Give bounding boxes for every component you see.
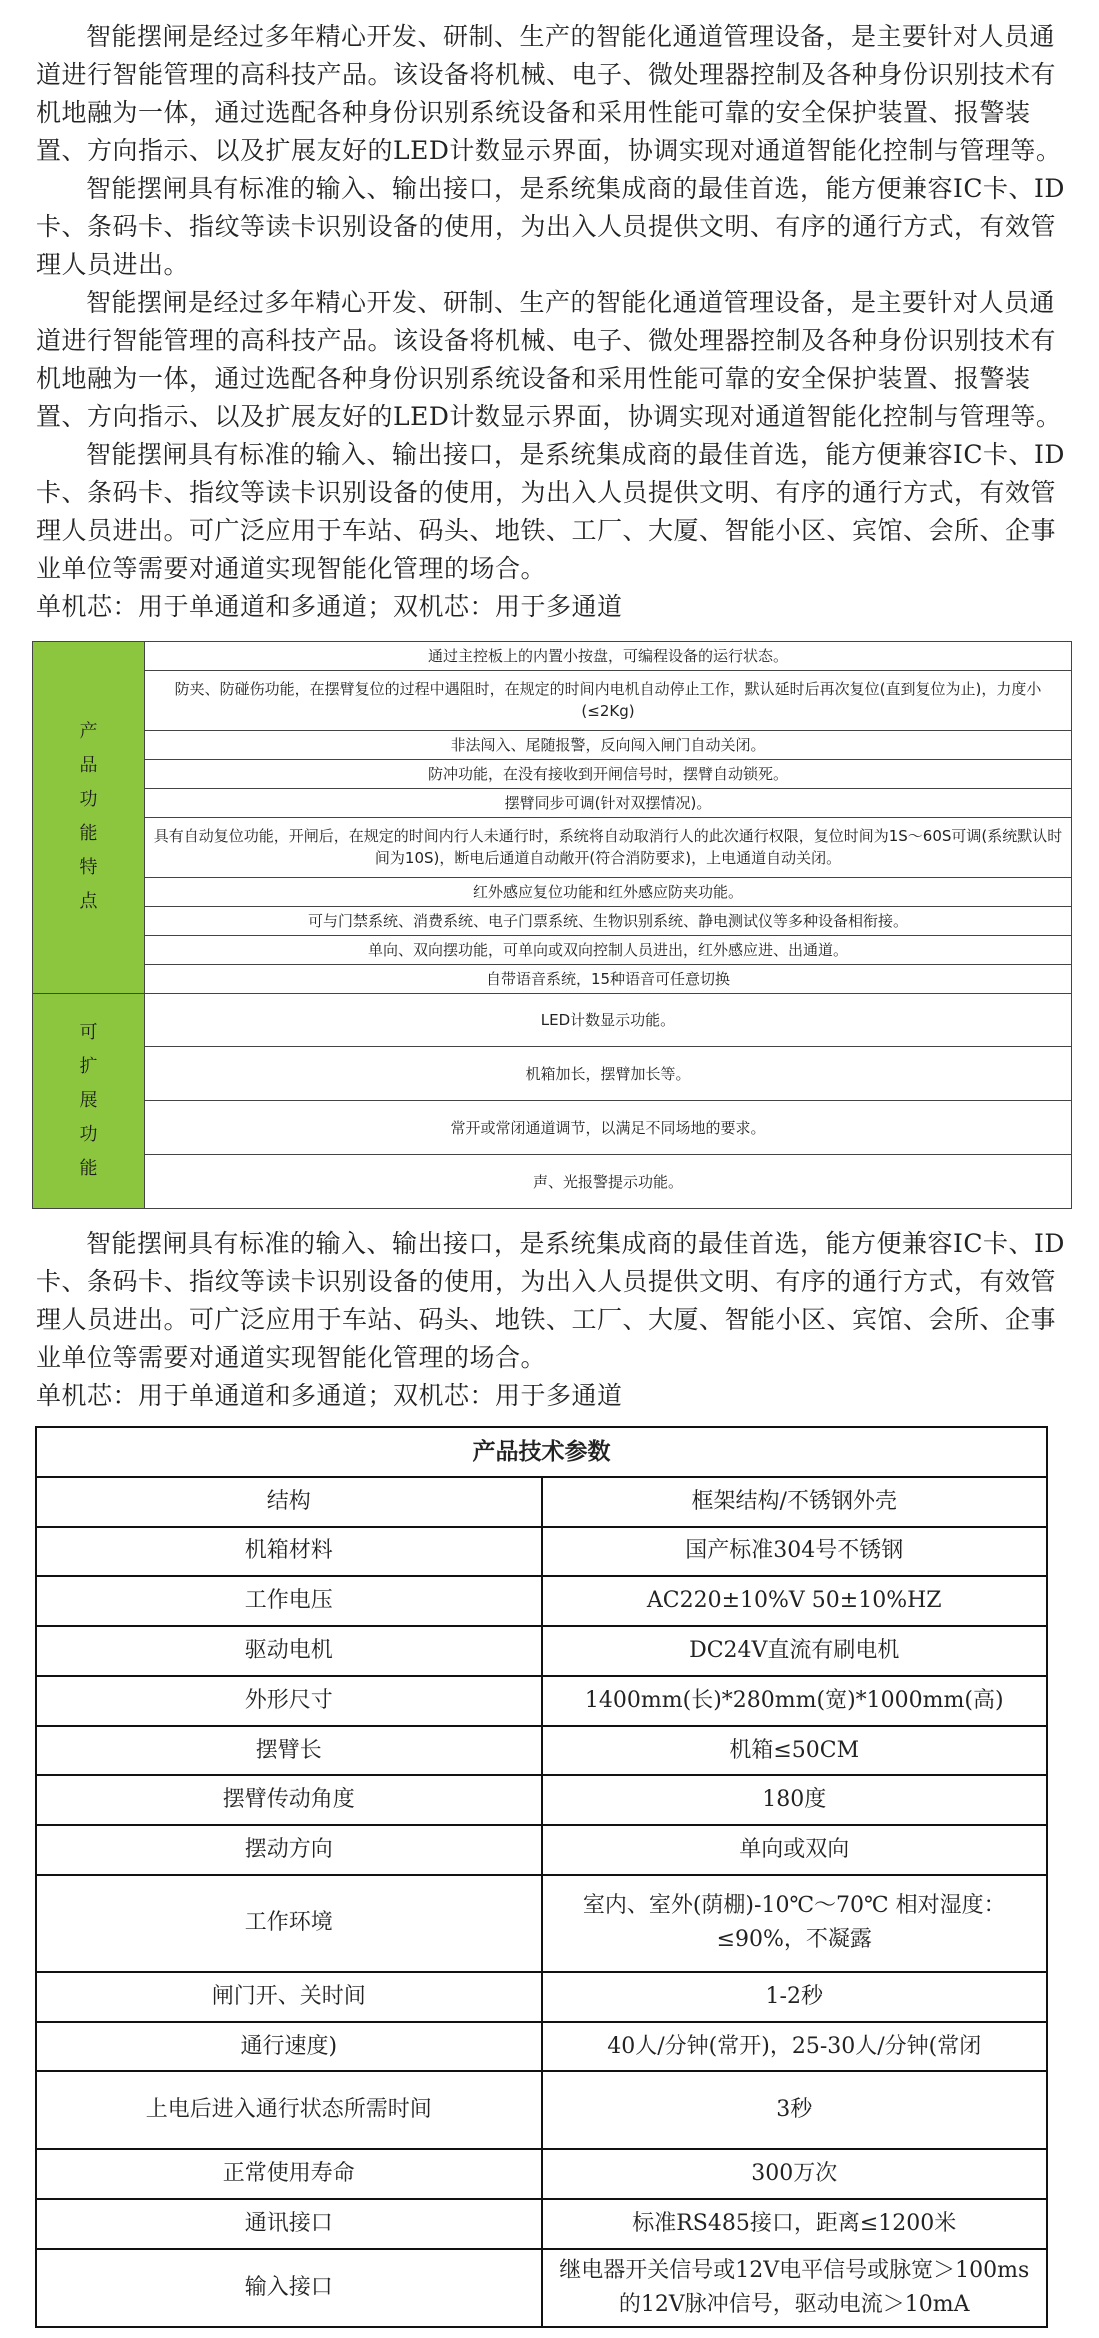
table-row [33,1047,1072,1101]
spec-key: 通行速度) [36,2022,542,2072]
intro-section [0,18,1099,626]
spec-value: 1-2秒 [542,1972,1048,2022]
category-label: 可扩展功能 [79,1021,98,1179]
table-row [36,1527,1047,1577]
spec-value: 继电器开关信号或12V电平信号或脉宽＞100ms的12V脉冲信号，驱动电流＞10mA [542,2249,1048,2327]
spec-key: 工作电压 [36,1576,542,1626]
table-row [36,2199,1047,2249]
spec-value: 单向或双向 [542,1825,1048,1875]
table-row [36,2071,1047,2149]
category-label: 产品功能特点 [79,721,98,913]
feature-cell: 可与门禁系统、消费系统、电子门票系统、生物识别系统、静电测试仪等多种设备相衔接。 [145,906,1072,935]
table-row [33,642,1072,671]
spec-key: 外形尺寸 [36,1676,542,1726]
table-row [33,877,1072,906]
table-row [36,1726,1047,1776]
feature-cell: 常开或常闭通道调节，以满足不同场地的要求。 [145,1101,1072,1155]
spec-value: 标准RS485接口，距离≤1200米 [542,2199,1048,2249]
features-table [32,641,1072,1209]
spec-key: 上电后进入通行状态所需时间 [36,2071,542,2149]
spec-value: 180度 [542,1775,1048,1825]
table-row [36,1825,1047,1875]
feature-cell: 单向、双向摆功能，可单向或双向控制人员进出，红外感应进、出通道。 [145,935,1072,964]
spec-value: 3秒 [542,2071,1048,2149]
spec-key: 机箱材料 [36,1527,542,1577]
spec-value: 1400mm(长)*280mm(宽)*1000mm(高) [542,1676,1048,1726]
table-row [33,1155,1072,1209]
feature-cell: LED计数显示功能。 [145,993,1072,1047]
spec-key: 驱动电机 [36,1626,542,1676]
feature-cell: 声、光报警提示功能。 [145,1155,1072,1209]
table-row [36,1427,1047,1477]
spec-key: 摆臂长 [36,1726,542,1776]
specs-table [35,1426,1048,2328]
spec-key: 通讯接口 [36,2199,542,2249]
feature-cell: 防冲功能，在没有接收到开闸信号时，摆臂自动锁死。 [145,759,1072,788]
spec-value: DC24V直流有刷电机 [542,1626,1048,1676]
feature-cell: 具有自动复位功能，开闸后，在规定的时间内行人未通行时，系统将自动取消行人的此次通行权限，复位时间为1S～60S可调(系统默认时间为10S)，断电后通道自动敞开(符合消防要求)，上电通道自动关闭。 [145,817,1072,877]
table-row [33,964,1072,993]
table-row [33,788,1072,817]
outro-section [0,1225,1099,1415]
table-row [36,1676,1047,1726]
intro-paragraph: 智能摆闸具有标准的输入、输出接口，是系统集成商的最佳首选，能方便兼容IC卡、ID卡、条码卡、指纹等读卡识别设备的使用，为出入人员提供文明、有序的通行方式，有效管理人员进出。 [36,174,1065,279]
table-row [33,670,1072,730]
spec-key: 正常使用寿命 [36,2149,542,2199]
spec-value: 300万次 [542,2149,1048,2199]
table-row [33,993,1072,1047]
intro-paragraph: 智能摆闸具有标准的输入、输出接口，是系统集成商的最佳首选，能方便兼容IC卡、ID卡、条码卡、指纹等读卡识别设备的使用，为出入人员提供文明、有序的通行方式，有效管理人员进出。可广泛应用于车站、码头、地铁、工厂、大厦、智能小区、宾馆、会所、企事业单位等需要对通道实现智能化管理的场合。 [36,440,1065,583]
spec-key: 摆动方向 [36,1825,542,1875]
spec-key: 工作环境 [36,1875,542,1972]
feature-cell: 非法闯入、尾随报警，反向闯入闸门自动关闭。 [145,730,1072,759]
feature-cell: 自带语音系统，15种语音可任意切换 [145,964,1072,993]
table-row [33,817,1072,877]
feature-category-extension [33,993,145,1208]
intro-paragraph: 智能摆闸是经过多年精心开发、研制、生产的智能化通道管理设备，是主要针对人员通道进行智能管理的高科技产品。该设备将机械、电子、微处理器控制及各种身份识别技术有机地融为一体，通过选配各种身份识别系统设备和采用性能可靠的安全保护装置、报警装置、方向指示、以及扩展友好的LED计数显示界面，协调实现对通道智能化控制与管理等。 [36,22,1062,165]
spec-value: 40人/分钟(常开)，25-30人/分钟(常闭 [542,2022,1048,2072]
spec-value: 室内、室外(荫棚)-10℃～70℃ 相对湿度：≤90%，不凝露 [542,1875,1048,1972]
outro-paragraph: 智能摆闸具有标准的输入、输出接口，是系统集成商的最佳首选，能方便兼容IC卡、ID卡、条码卡、指纹等读卡识别设备的使用，为出入人员提供文明、有序的通行方式，有效管理人员进出。可广泛应用于车站、码头、地铁、工厂、大厦、智能小区、宾馆、会所、企事业单位等需要对通道实现智能化管理的场合。 [36,1229,1065,1372]
table-row [33,759,1072,788]
table-row [36,1775,1047,1825]
feature-cell: 防夹、防碰伤功能，在摆臂复位的过程中遇阻时，在规定的时间内电机自动停止工作，默认延时后再次复位(直到复位为止)，力度小(≤2Kg) [145,670,1072,730]
table-row [36,2149,1047,2199]
feature-category-product [33,642,145,994]
intro-paragraph: 智能摆闸是经过多年精心开发、研制、生产的智能化通道管理设备，是主要针对人员通道进行智能管理的高科技产品。该设备将机械、电子、微处理器控制及各种身份识别技术有机地融为一体，通过选配各种身份识别系统设备和采用性能可靠的安全保护装置、报警装置、方向指示、以及扩展友好的LED计数显示界面，协调实现对通道智能化控制与管理等。 [36,288,1062,431]
spec-key: 摆臂传动角度 [36,1775,542,1825]
table-row [36,2022,1047,2072]
spec-value: 国产标准304号不锈钢 [542,1527,1048,1577]
table-row [36,1576,1047,1626]
spec-value: 框架结构/不锈钢外壳 [542,1477,1048,1527]
table-row [36,2249,1047,2327]
table-row [33,1101,1072,1155]
feature-cell: 通过主控板上的内置小按盘，可编程设备的运行状态。 [145,642,1072,671]
specs-title: 产品技术参数 [36,1427,1047,1477]
feature-cell: 红外感应复位功能和红外感应防夹功能。 [145,877,1072,906]
feature-cell: 摆臂同步可调(针对双摆情况)。 [145,788,1072,817]
table-row [36,1972,1047,2022]
spec-key: 结构 [36,1477,542,1527]
table-row [33,906,1072,935]
feature-cell: 机箱加长，摆臂加长等。 [145,1047,1072,1101]
table-row [36,1875,1047,1972]
spec-key: 闸门开、关时间 [36,1972,542,2022]
spec-value: AC220±10%V 50±10%HZ [542,1576,1048,1626]
outro-note: 单机芯：用于单通道和多通道；双机芯：用于多通道 [36,1381,623,1410]
intro-note: 单机芯：用于单通道和多通道；双机芯：用于多通道 [36,592,623,621]
table-row [36,1477,1047,1527]
table-row [36,1626,1047,1676]
spec-key: 输入接口 [36,2249,542,2327]
table-row [33,730,1072,759]
spec-value: 机箱≤50CM [542,1726,1048,1776]
table-row [33,935,1072,964]
